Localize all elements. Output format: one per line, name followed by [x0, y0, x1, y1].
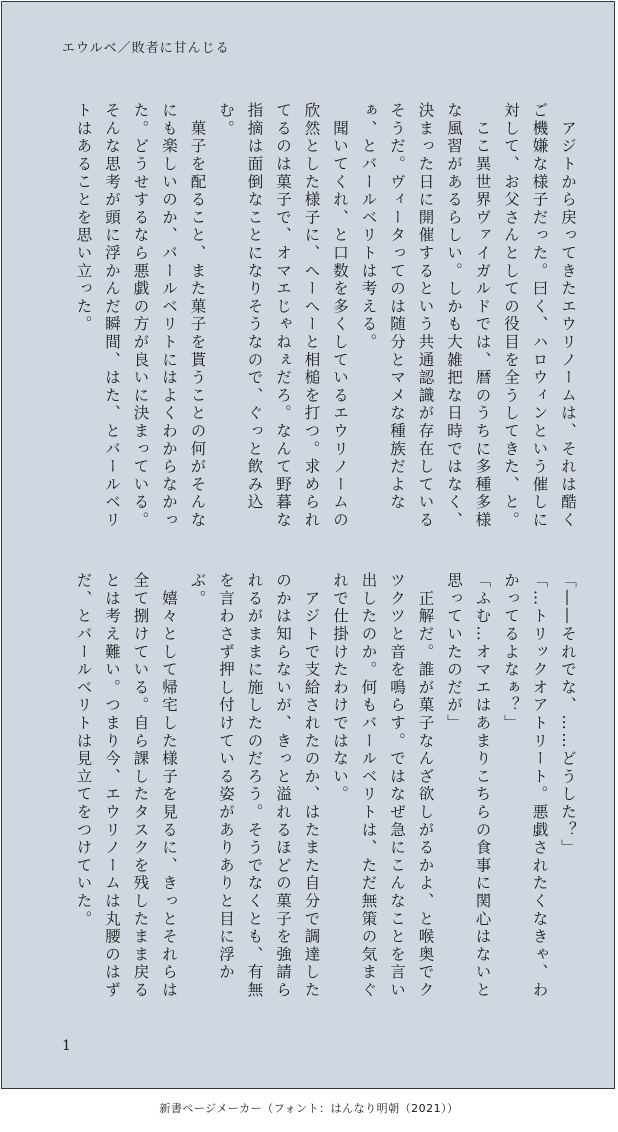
paragraph: アジトから戻ってきたエウリノームは、それは酷くご機嫌な様子だった。曰く、ハロウィンという催しに対して、お父さんとしての役目を全うしてきた、と。 [502, 102, 577, 530]
upper-text-block [70, 102, 582, 536]
paragraph: アジトで支給されたのか、はたまた自分で調達したのかは知らないが、きっと溢れるほどの菓子を強請られるがままに施したのだろう。そうでなくとも、有無を言わさず押し付けている姿がありありと目に浮かぶ。 [188, 572, 321, 1000]
page-header-title: エウルベ／敗者に甘んじる [62, 41, 230, 56]
paragraph: 「ふむ…オマエはあまりこちらの食事に関心はないと思っていたのだが」 [445, 572, 492, 1000]
paragraph: 「――それでな、……どうした？」 [559, 572, 577, 857]
paragraph: 聞いてくれ、と口数を多くしているエウリノームの欣然とした様子に、へーへーと相槌を打つ。求められてるのは菓子で、オマエじゃねぇだろ。なんて野暮な指摘は面倒なことになりそうなので、ぐっと飲み込む。 [217, 102, 349, 530]
book-page [1, 1, 615, 1089]
page-number: 1 [62, 1038, 71, 1054]
paragraph: 菓子を配ること、また菓子を貰うことの何がそんなにも楽しいのか、バールベリトにはよくわからなかった。どうせするなら悪戯の方が良いに決まっている。そんな思考が頭に浮かんだ瞬間、はた、とバールベリトはあることを思い立った。 [74, 102, 207, 530]
lower-text-block [70, 572, 582, 1006]
paragraph: ここ異世界ヴァイガルドでは、暦のうちに多種多様な風習があるらしい。しかも大雑把な日時ではなく、決まった日に開催するという共通認識が存在しているそうだ。ヴィータってのは随分とマメな種族だよなぁ、とバールベリトは考える。 [359, 102, 492, 530]
footer-credit: 新書ページメーカー（フォント：はんなり明朝（2021）） [159, 1102, 459, 1115]
paragraph: 「…トリックオアトリート。悪戯されたくなきゃ、わかってるよなぁ？」 [502, 572, 549, 1000]
paragraph: 嬉々として帰宅した様子を見るに、きっとそれらは全て捌けている。自ら課したタスクを残したまま戻るとは考え難い。つまり今、エウリノームは丸腰のはずだ、とバールベリトは見立てをつけていた。 [74, 572, 178, 1000]
paragraph: 正解だ。誰が菓子なんざ欲しがるかよ、と喉奥でクツクツと音を鳴らす。ではなぜ急にこんなことを言い出したのか。何もバールベリトは、ただ無策の気まぐれで仕掛けたわけではない。 [331, 572, 435, 1000]
